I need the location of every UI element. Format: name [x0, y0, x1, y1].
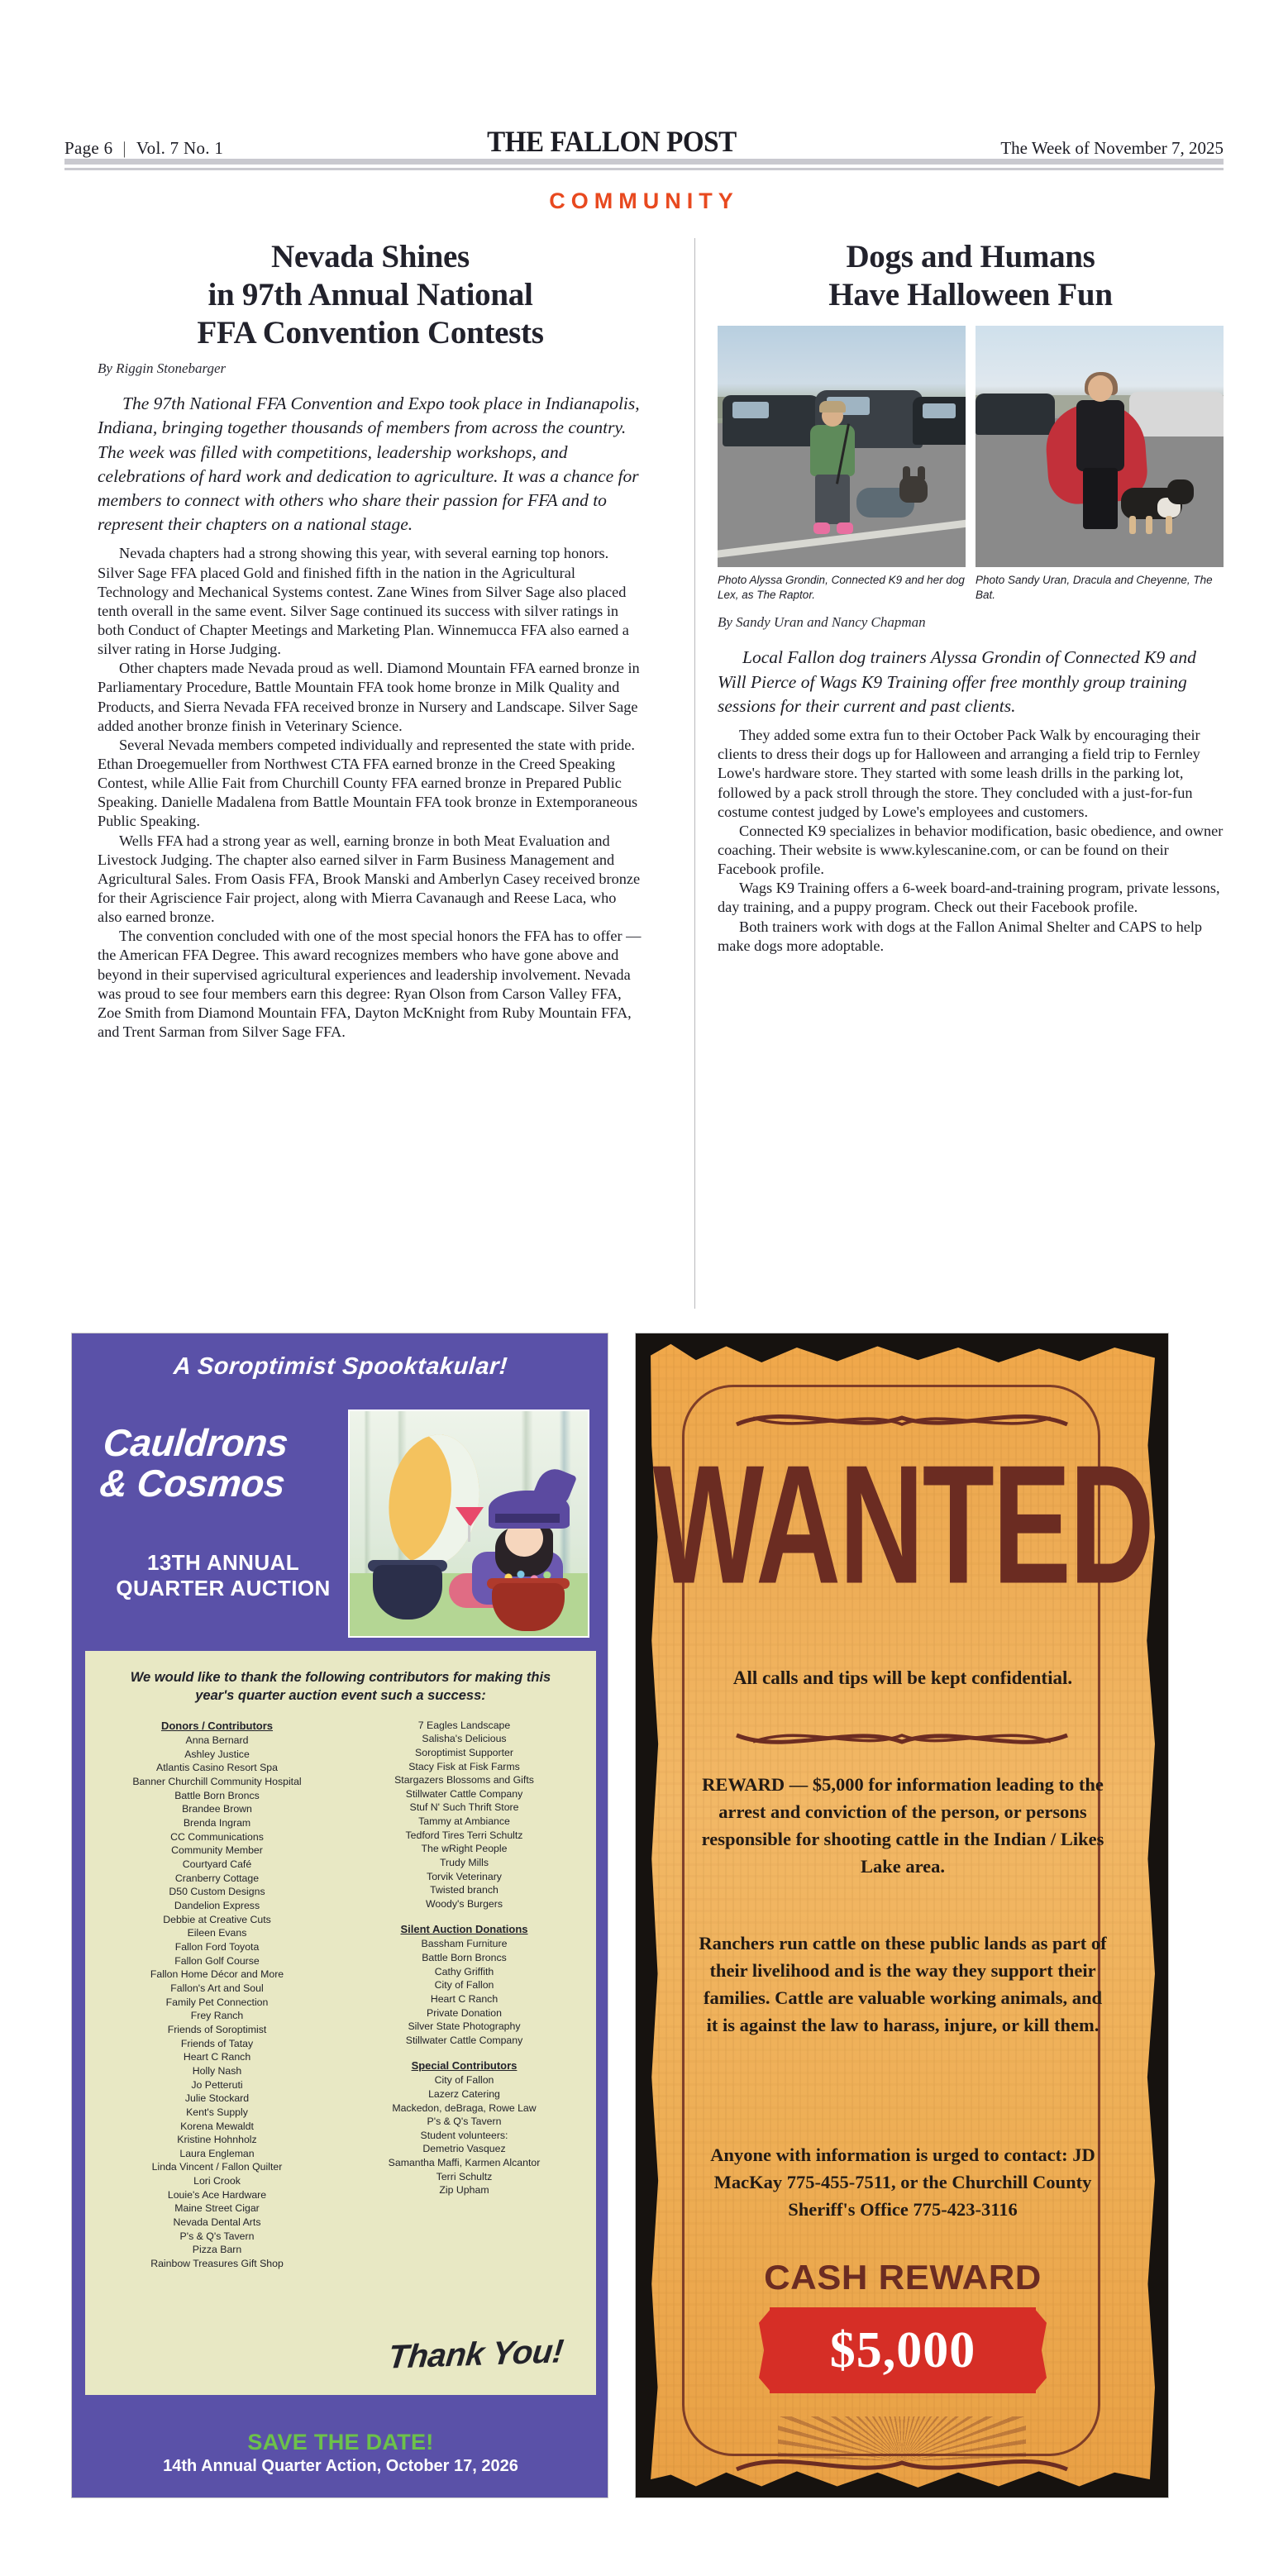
list-item: Fallon Golf Course: [174, 1954, 260, 1967]
list-item: Family Pet Connection: [165, 1996, 269, 2008]
list-item: Stillwater Cattle Company: [405, 1787, 523, 1800]
list-item: Courtyard Café: [182, 1858, 252, 1871]
list-item: CC Communications: [170, 1830, 264, 1843]
annual-line-1: 13TH ANNUAL: [146, 1550, 299, 1575]
save-the-date-block: [72, 2430, 609, 2476]
list-item: Debbie at Creative Cuts: [163, 1913, 271, 1925]
headline-line-1: Nevada Shines: [271, 239, 470, 274]
contributors-panel: [85, 1651, 596, 2395]
ad-wanted-poster[interactable]: [635, 1333, 1169, 2498]
list-item: Eileen Evans: [187, 1927, 247, 1939]
list-item: Friends of Tatay: [180, 2037, 254, 2049]
ad-subtitle-line-2: & Cosmos: [98, 1461, 287, 1505]
ad-title: A Soroptimist Spooktakular!: [172, 1353, 509, 1380]
list-item: Bassham Furniture: [421, 1938, 508, 1950]
list-item: Lazerz Catering: [428, 2087, 500, 2100]
list-item: The wRight People: [421, 1843, 508, 1855]
donors-list-2: [341, 1719, 588, 1911]
article-columns: [64, 238, 1224, 1313]
headline-dogs: [718, 238, 1224, 314]
thank-you-script: Thank You!: [386, 2333, 565, 2376]
wanted-word: WANTED: [652, 1430, 1153, 1619]
list-item: City of Fallon: [434, 1979, 494, 1992]
list-item: Fallon Home Décor and More: [150, 1968, 284, 1981]
advertisement-row: [64, 1333, 1224, 2507]
paragraph: Connected K9 specializes in behavior modification, basic obedience, and owner coaching. Their website is www.kylescanine.com, or can be found on their Facebook profile.: [718, 822, 1224, 878]
list-item: 7 Eagles Landscape: [417, 1719, 511, 1731]
list-item: Battle Born Broncs: [422, 1951, 507, 1963]
witch-illustration: [348, 1410, 589, 1638]
list-item: Mackedon, deBraga, Rowe Law: [392, 2101, 537, 2114]
list-item: Tammy at Ambiance: [418, 1815, 510, 1828]
photo-row: [718, 326, 1224, 603]
publication-title: THE FALLON POST: [487, 125, 737, 158]
photo-block-1: [718, 326, 966, 603]
paragraph: Nevada chapters had a strong showing this year, with several earning top honors. Silver Sage FFA placed Gold and finished fifth in the nation in the Agricultural Technology and Mechanical Systems contest. Zane Wines from Silver Sage also placed tenth overall in the same event. Silver Sage continued its success with silver ratings in both Conduct of Chapter Meetings and Marketing Plan. Winnemucca FFA also earned a silver rating in Horse Judging.: [98, 545, 629, 658]
photo-block-2: [976, 326, 1224, 603]
list-item: Soroptimist Supporter: [415, 1746, 513, 1758]
list-item: P's & Q's Tavern: [179, 2230, 255, 2242]
list-item: Laura Engleman: [179, 2147, 255, 2159]
headline-line-2: Have Halloween Fun: [828, 277, 1113, 313]
next-event-line: 14th Annual Quarter Action, October 17, 2026: [163, 2457, 518, 2475]
list-item: Rainbow Treasures Gift Shop: [150, 2258, 284, 2270]
list-item: Student volunteers:: [420, 2129, 508, 2141]
flourish-middle-icon: [728, 1722, 1076, 1753]
list-item: Cathy Griffith: [434, 1965, 494, 1977]
list-item: Brenda Ingram: [183, 1817, 251, 1829]
masthead-rule-thick: [64, 159, 1224, 165]
list-item: City of Fallon: [434, 2074, 494, 2087]
list-item: Stillwater Cattle Company: [405, 2034, 523, 2046]
article-dogs: [718, 238, 1224, 956]
reward-amount-badge: [770, 2307, 1036, 2393]
volume-number: Vol. 7 No. 1: [136, 138, 224, 158]
reward-paragraph: REWARD — $5,000 for information leading to the arrest and conviction of the person, or persons responsible for shooting cattle in the Indian / Likes Lake area.: [701, 1774, 1104, 1877]
flourish-bottom-icon: [728, 2451, 1076, 2483]
paragraph: Other chapters made Nevada proud as well. Diamond Mountain FFA earned bronze in Parliamentary Procedure, Battle Mountain FFA took home bronze in Milk Quality and Products, and Sierra Nevada FFA received bronze in Nursery and Landscape. Silver Sage added another bronze finish in Veterinary Science.: [98, 660, 640, 734]
photo-caption: Photo Alyssa Grondin, Connected K9 and her dog Lex, as The Raptor.: [718, 574, 965, 602]
list-item: Brandee Brown: [182, 1803, 252, 1815]
list-item: Samantha Maffi, Karmen Alcantor: [388, 2157, 541, 2169]
headline-ffa: [98, 238, 643, 352]
masthead-rule-thin: [64, 168, 1224, 170]
masthead-separator: |: [122, 138, 126, 158]
ad-annual-label: [95, 1550, 351, 1600]
list-item: Private Donation: [427, 2006, 502, 2019]
cash-reward-label: CASH REWARD: [764, 2258, 1042, 2297]
list-item: Heart C Ranch: [183, 2051, 251, 2063]
list-item: Holly Nash: [192, 2064, 242, 2077]
list-item: Heart C Ranch: [430, 1992, 499, 2005]
silent-auction-list: [341, 1937, 588, 2047]
donors-column-2: [341, 1719, 588, 2271]
list-item: Terri Schultz: [436, 2170, 493, 2182]
paragraph: They added some extra fun to their October Pack Walk by encouraging their clients to dress their dogs up for Halloween and arranging a field trip to Fernley Lowe's hardware store. They started with some leash drills in the parking lot, followed by a pack stroll through the store. They concluded with a just-for-fun costume contest judged by Lowe's employees and customers.: [718, 727, 1200, 820]
silent-auction-heading: Silent Auction Donations: [400, 1922, 528, 1935]
reward-amount: $5,000: [829, 2322, 976, 2378]
list-item: D50 Custom Designs: [169, 1886, 265, 1898]
special-contributors-list: [341, 2073, 588, 2197]
ad-subtitle-line-1: Cauldrons: [101, 1421, 290, 1464]
headline-line-3: FFA Convention Contests: [197, 315, 544, 351]
list-item: Torvik Veterinary: [427, 1870, 502, 1882]
list-item: Korena Mewaldt: [180, 2120, 254, 2132]
save-the-date-label: SAVE THE DATE!: [247, 2430, 434, 2454]
list-item: Lori Crook: [193, 2175, 241, 2187]
paragraph: Both trainers work with dogs at the Fallon Animal Shelter and CAPS to help make dogs more adoptable.: [718, 918, 1203, 954]
paragraph: Wags K9 Training offers a 6-week board-and-training program, private lessons, day training, and a puppy program. Check out their Facebook profile.: [718, 880, 1220, 916]
paragraph: The convention concluded with one of the most special honors the FFA has to offer — the American FFA Degree. This award recognizes members who have gone above and beyond in their supervised agricultural experiences and leadership involvement. Nevada was proud to see four members earn this degree: Ryan Olson from Carson Valley FFA, Zoe Smith from Diamond Mountain FFA, Dayton McKnight from Ruby Mountain FFA, and Trent Sarman from Silver Sage FFA.: [98, 928, 642, 1040]
list-item: Louie's Ace Hardware: [167, 2188, 267, 2201]
photo-sandy-uran: [976, 326, 1224, 567]
paragraph: Several Nevada members competed individually and represented the state with pride. Ethan Droegemueller from Northwest CTA FFA earned bronze in the Creed Speaking Contest, while Allie Fait from Churchill County FFA earned bronze in Prepared Public Speaking. Danielle Madalena from Battle Mountain FFA took bronze in Extemporaneous Public Speaking.: [98, 736, 638, 830]
list-item: Silver State Photography: [408, 2020, 521, 2033]
lede-ffa: The 97th National FFA Convention and Expo took place in Indianapolis, Indiana, bringing together thousands of members from across the country. The week was filled with competitions, leadership workshops, and celebrations of hard work and dedication to agriculture. It was a chance for members to connect with others who share their passion for FFA and to represent their chapters on a national stage.: [98, 394, 640, 535]
section-title: COMMUNITY: [549, 188, 739, 213]
list-item: Frey Ranch: [190, 2010, 244, 2022]
list-item: Kent's Supply: [186, 2106, 248, 2118]
list-item: Trudy Mills: [440, 1857, 489, 1869]
list-item: Kristine Hohnholz: [177, 2134, 257, 2146]
list-item: Maine Street Cigar: [174, 2202, 260, 2215]
list-item: Zip Upham: [439, 2184, 489, 2197]
lede-dogs: Local Fallon dog trainers Alyssa Grondin of Connected K9 and Will Pierce of Wags K9 Training offer free monthly group training sessions for their current and past clients.: [718, 647, 1196, 716]
list-item: Salisha's Delicious: [422, 1733, 507, 1745]
donors-column-1: [93, 1719, 341, 2271]
contributor-lists: [85, 1705, 596, 2271]
paragraph: Wells FFA had a strong year as well, earning bronze in both Meat Evaluation and Livestock Judging. The chapter also earned silver in Farm Business Management and Agricultural Sales. From Oasis FFA, Brook Manski and Amberlyn Casey received bronze for their Agriscience Fair project, along with Mierra Cavanaugh and Reese Laca, who also earned bronze.: [98, 832, 641, 926]
list-item: Stargazers Blossoms and Gifts: [394, 1774, 534, 1787]
ad-soroptimist-quarter-auction[interactable]: [71, 1333, 608, 2498]
list-item: Ashley Justice: [184, 1748, 250, 1760]
masthead-left: [64, 138, 223, 159]
list-item: Pizza Barn: [192, 2244, 242, 2256]
contact-paragraph: Anyone with information is urged to contact: JD MacKay 775-455-7511, or the Churchill County Sheriff's Office 775-423-3116: [710, 2144, 1095, 2220]
annual-line-2: QUARTER AUCTION: [116, 1575, 331, 1600]
donors-heading: Donors / Contributors: [160, 1719, 274, 1732]
list-item: Stuf N' Such Thrift Store: [409, 1801, 519, 1814]
list-item: Banner Churchill Community Hospital: [132, 1776, 302, 1788]
ad-subtitle: [98, 1423, 354, 1504]
list-item: Twisted branch: [430, 1884, 499, 1896]
list-item: Atlantis Casino Resort Spa: [156, 1762, 278, 1774]
article-ffa: [98, 238, 643, 1042]
list-item: Battle Born Broncs: [174, 1789, 260, 1801]
list-item: Linda Vincent / Fallon Quilter: [151, 2161, 283, 2173]
list-item: Community Member: [171, 1844, 263, 1857]
issue-date: The Week of November 7, 2025: [1000, 138, 1224, 158]
ranchers-paragraph: Ranchers run cattle on these public lands as part of their livelihood and is the way they support their families. Cattle are valuable working animals, and it is against the law to harass, injure, or kill them.: [699, 1933, 1107, 2035]
headline-line-1: Dogs and Humans: [846, 239, 1095, 274]
list-item: Woody's Burgers: [425, 1898, 503, 1911]
list-item: Cranberry Cottage: [174, 1872, 260, 1884]
special-contributors-heading: Special Contributors: [411, 2058, 518, 2072]
list-item: Nevada Dental Arts: [173, 2216, 261, 2229]
page-number: Page 6: [64, 138, 113, 158]
list-item: P's & Q's Tavern: [427, 2116, 502, 2128]
list-item: Tedford Tires Terri Schultz: [405, 1829, 523, 1841]
photo-alyssa-grondin: [718, 326, 966, 567]
photo-caption: Photo Sandy Uran, Dracula and Cheyenne, The Bat.: [976, 574, 1213, 602]
list-item: Demetrio Vasquez: [422, 2143, 506, 2155]
list-item: Fallon Ford Toyota: [174, 1940, 260, 1953]
list-item: Anna Bernard: [185, 1734, 249, 1747]
confidential-note: All calls and tips will be kept confidential.: [732, 1667, 1073, 1688]
list-item: Stacy Fisk at Fisk Farms: [408, 1760, 520, 1772]
byline-ffa: By Riggin Stonebarger: [98, 360, 227, 377]
byline-dogs: By Sandy Uran and Nancy Chapman: [718, 614, 926, 631]
list-item: Julie Stockard: [184, 2092, 250, 2105]
list-item: Dandelion Express: [174, 1900, 260, 1912]
donors-list-1: [93, 1734, 341, 2271]
list-item: Fallon's Art and Soul: [170, 1982, 264, 1994]
headline-line-2: in 97th Annual National: [208, 277, 533, 313]
masthead: [64, 122, 1224, 159]
list-item: Friends of Soroptimist: [167, 2023, 267, 2035]
thank-you-intro: We would like to thank the following contributors for making this year's quarter auction event such a success:: [130, 1670, 551, 1703]
list-item: Jo Petteruti: [191, 2078, 243, 2091]
column-divider: [694, 238, 695, 1309]
